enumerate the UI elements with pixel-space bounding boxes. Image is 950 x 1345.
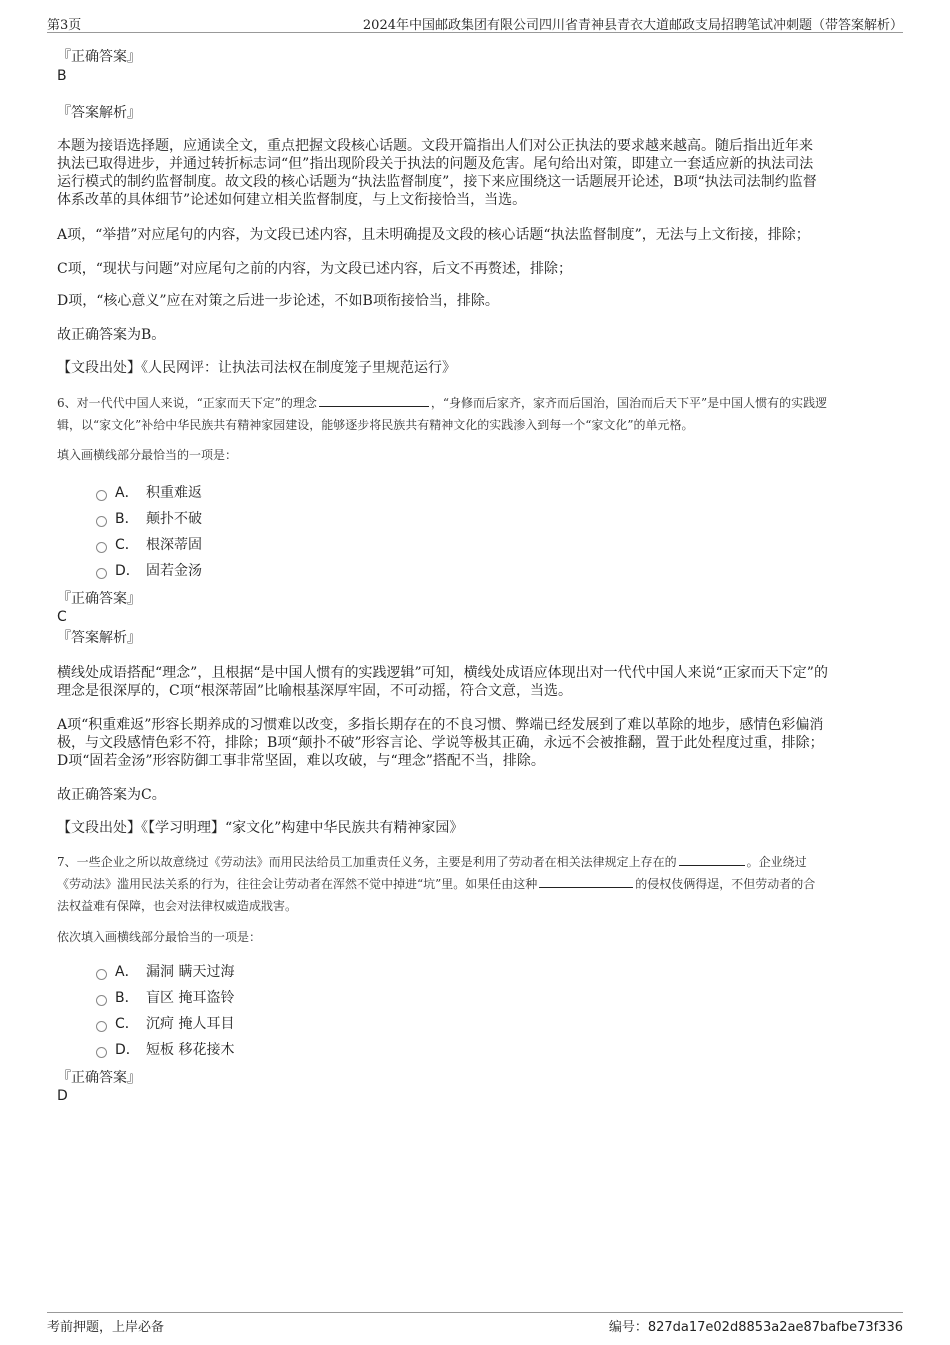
question-stem [57,392,893,436]
answer-label: 『正确答案』 [57,49,141,65]
option-d[interactable]: D． 固若金汤 [96,562,202,580]
stem-text: 辑，以“家文化”补给中华民族共有精神家园建设，能够逐步将民族共有精神文化的实践渗入到每一个“家文化”的单元格。 [57,418,694,432]
analysis-line: 执法已取得进步，并通过转折标志词“但”指出现阶段关于执法的问题及危害。尾句给出对策，即建立一套适应新的执法司法 [57,156,814,172]
page-header [47,12,903,33]
stem-text: 《劳动法》滥用民法关系的行为，往往会让劳动者在浑然不觉中掉进“坑”里。如果任由这种 [57,877,538,891]
option-a-elimination: A项，“举措”对应尾句的内容，为文段已述内容，且未明确提及文段的核心话题“执法监督制度”，无法与上文衔接，排除； [57,227,810,243]
elimination-line: D项“固若金汤”形容防御工事非常坚固，难以攻破，与“理念”搭配不当，排除。 [57,753,545,769]
answer-value: D [57,1088,68,1104]
option-b[interactable]: B． 颠扑不破 [96,510,202,528]
option-a[interactable]: A． 漏洞 瞒天过海 [96,963,234,981]
option-d[interactable]: D． 短板 移花接木 [96,1041,234,1059]
radio-icon[interactable] [96,542,107,553]
stem-text: 法权益难有保障，也会对法律权威造成戕害。 [57,899,298,913]
code-label: 编号： [608,1320,648,1335]
page-footer [47,1312,903,1335]
stem-text: ，“身修而后家齐，家齐而后国治，国治而后天下平”是中国人惯有的实践逻 [430,396,828,410]
fill-blank [319,394,429,407]
page-number: 第3页 [47,18,82,33]
conclusion: 故正确答案为C。 [57,787,166,803]
fill-blank [539,875,633,888]
stem-text: 6、对一代代中国人来说，“正家而天下定”的理念 [57,396,317,410]
source-citation: 【文段出处】《人民网评：让执法司法权在制度笼子里规范运行》 [57,360,456,376]
elimination-paragraph [57,716,893,770]
stem-text: 的侵权伎俩得逞，不但劳动者的合 [635,877,816,891]
answer-value: B [57,68,67,84]
option-a[interactable]: A． 积重难返 [96,484,202,502]
source-citation: 【文段出处】《【学习明理】“家文化”构建中华民族共有精神家园》 [57,820,464,836]
analysis-line: 运行模式的制约监督制度。故文段的核心话题为“执法监督制度”，接下来应围绕这一话题展开论述，B项“执法司法制约监督 [57,174,817,190]
analysis-paragraph [57,137,893,209]
radio-icon[interactable] [96,969,107,980]
radio-icon[interactable] [96,1047,107,1058]
option-c[interactable]: C． 沉疴 掩人耳目 [96,1015,234,1033]
analysis-line: 本题为接语选择题，应通读全文，重点把握文段核心话题。文段开篇指出人们对公正执法的要求越来越高。随后指出近年来 [57,138,813,154]
answer-value: C [57,609,67,625]
document-code [609,1316,903,1335]
analysis-line: 体系改革的具体细节”论述如何建立相关监督制度，与上文衔接恰当，当选。 [57,192,527,208]
footer-slogan: 考前押题，上岸必备 [47,1320,165,1335]
analysis-paragraph [57,664,893,700]
analysis-line: 横线处成语搭配“理念”，且根据“是中国人惯有的实践逻辑”可知，横线处成语应体现出对一代代中国人来说“正家而天下定”的 [57,665,828,681]
option-c-elimination: C项，“现状与问题”对应尾句之前的内容，为文段已述内容，后文不再赘述，排除； [57,261,573,277]
analysis-label: 『答案解析』 [57,105,141,121]
answer-label: 『正确答案』 [57,1070,141,1086]
radio-icon[interactable] [96,568,107,579]
analysis-label: 『答案解析』 [57,630,141,646]
analysis-line: 理念是很深厚的，C项“根深蒂固”比喻根基深厚牢固，不可动摇，符合文意，当选。 [57,683,573,699]
option-b[interactable]: B． 盲区 掩耳盗铃 [96,989,234,1007]
stem-text: 7、一些企业之所以故意绕过《劳动法》而用民法给员工加重责任义务，主要是利用了劳动者在相关法律规定上存在的 [57,855,677,869]
question-prompt: 填入画横线部分最恰当的一项是： [57,448,238,462]
document-title: 2024年中国邮政集团有限公司四川省青神县青衣大道邮政支局招聘笔试冲刺题（带答案解析） [362,18,903,33]
conclusion: 故正确答案为B。 [57,327,166,343]
elimination-line: 极，与文段感情色彩不符，排除；B项“颠扑不破”形容言论、学说等极其正确，永远不会被推翻，置于此处程度过重，排除； [57,735,824,751]
question-stem [57,851,893,917]
radio-icon[interactable] [96,995,107,1006]
fill-blank [679,853,745,866]
elimination-line: A项“积重难返”形容长期养成的习惯难以改变，多指长期存在的不良习惯、弊端已经发展到了难以革除的地步，感情色彩偏消 [57,717,824,733]
radio-icon[interactable] [96,516,107,527]
radio-icon[interactable] [96,1021,107,1032]
stem-text: 。企业绕过 [746,855,807,869]
radio-icon[interactable] [96,490,107,501]
question-prompt: 依次填入画横线部分最恰当的一项是： [57,930,262,944]
answer-label: 『正确答案』 [57,591,141,607]
option-d-elimination: D项，“核心意义”应在对策之后进一步论述，不如B项衔接恰当，排除。 [57,293,499,309]
option-c[interactable]: C． 根深蒂固 [96,536,202,554]
code-value: 827da17e02d8853a2ae87bafbe73f336 [647,1320,903,1335]
